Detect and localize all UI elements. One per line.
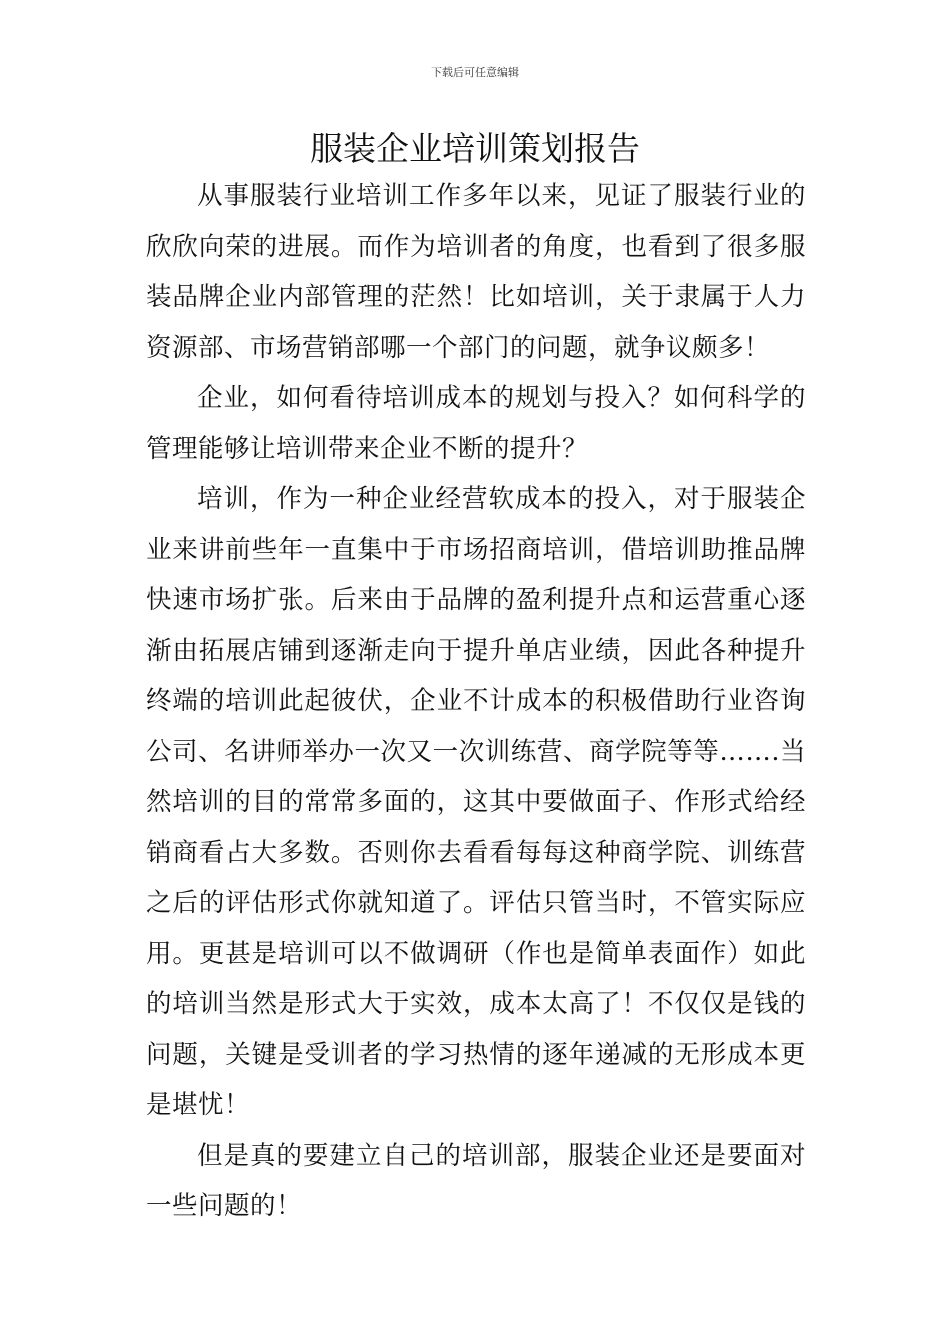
paragraph-1: 从事服装行业培训工作多年以来，见证了服装行业的欣欣向荣的进展。而作为培训者的角度，也看到了很多服装品牌企业内部管理的茫然！比如培训，关于隶属于人力资源部、市场营销部哪一个部门的问题，就争议颇多！	[146, 181, 806, 363]
page-title: 服装企业培训策划报告	[310, 129, 640, 168]
document-body	[146, 171, 806, 1232]
paragraph-2: 企业，如何看待培训成本的规划与投入？如何科学的管理能够让培训带来企业不断的提升？	[146, 383, 806, 464]
header-note: 下载后可任意编辑	[431, 66, 519, 79]
paragraph-3: 培训，作为一种企业经营软成本的投入，对于服装企业来讲前些年一直集中于市场招商培训，借培训助推品牌快速市场扩张。后来由于品牌的盈利提升点和运营重心逐渐由拓展店铺到逐渐走向于提升单店业绩，因此各种提升终端的培训此起彼伏，企业不计成本的积极借助行业咨询公司、名讲师举办一次又一次训练营、商学院等等…….当然培训的目的常常多面的，这其中要做面子、作形式给经销商看占大多数。否则你去看看每每这种商学院、训练营之后的评估形式你就知道了。评估只管当时，不管实际应用。更甚是培训可以不做调研（作也是简单表面作）如此的培训当然是形式大于实效，成本太高了！不仅仅是钱的问题，关键是受训者的学习热情的逐年递减的无形成本更是堪忧！	[146, 484, 806, 1120]
paragraph-4: 但是真的要建立自己的培训部，服装企业还是要面对一些问题的！	[146, 1140, 806, 1221]
